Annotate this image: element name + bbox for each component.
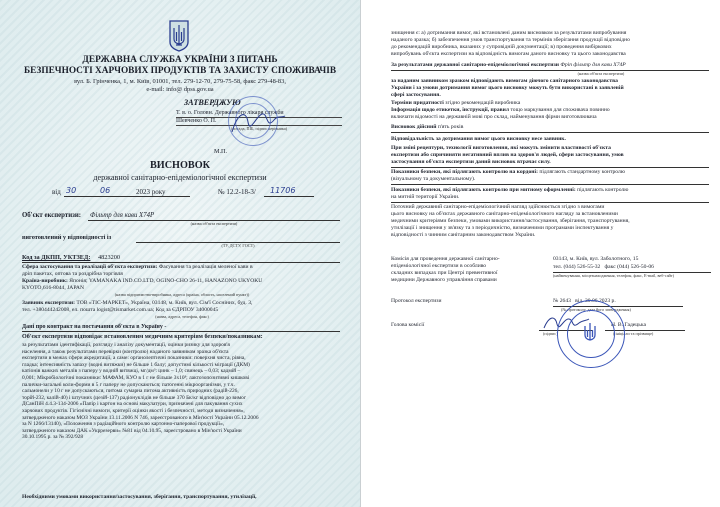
border-control-value: підлягають стандартному контролю: [539, 169, 625, 175]
valid-label: Висновок дійсний: [391, 124, 437, 130]
date-prefix: від: [52, 188, 61, 196]
supervision-line: медичними критеріями безпеки, умовами використання/застосування, зберігання, транспортування,: [391, 218, 630, 224]
results-value: Фріп фільтр для кави Х74Р: [560, 62, 626, 68]
org-caption: (найменування, місцезнаходження, телефон, факс, E-mail, веб-сайт): [553, 273, 675, 278]
change-line: При зміні рецептури, технології виготовлення, які можуть змінити властивості об'єкта: [391, 145, 611, 151]
object-caption: (назва об'єкта експертизи): [190, 221, 238, 226]
committee-line: складних випадках при Центрі превентивної: [391, 270, 498, 276]
supervision-line: Поточний державний санітарно-епідеміологічний нагляд здійснюється згідно з вимогами: [391, 204, 605, 210]
org-contacts: [553, 264, 713, 271]
labeling-value-2: включати відомості на державній мові про склад, найменування фірми виготовлювача: [391, 114, 597, 120]
results-caption: (назва об'єкта експертизи): [577, 71, 625, 76]
conditions-line: випробувань об'єкта експертизи на відповідність вимогам даного висновку та цього законодавства: [391, 51, 626, 57]
border-control-row: [391, 169, 711, 176]
indicators-label: Об'єкт експертизи відповідає встановленим медичним критеріям безпеки/показникам:: [22, 334, 263, 340]
approved-line: за наданим заявником зразком відповідають вимогам діючого санітарного законодавства: [391, 78, 618, 84]
head-label: Голова комісії: [391, 322, 425, 328]
applicant-caption: (назва, адреса, телефон, факс): [155, 314, 209, 319]
date-month: 06: [100, 186, 111, 195]
change-conditions: [391, 145, 711, 166]
country-value: Японія; YAMANAKA IND.CO.LTD, OGINO-CHO 26-11, HANAZONO UKYOKU: [69, 278, 263, 284]
approve-caption: (посада, ПІБ, підпис керівника): [230, 126, 288, 131]
agency-name-line1: ДЕРЖАВНА СЛУЖБА УКРАЇНИ З ПИТАНЬ: [82, 55, 278, 65]
border-control-label: Показники безпеки, які підлягають контролю на кордоні:: [391, 169, 538, 175]
change-line: експертизи або спричиняти негативний вплив на здоров'я людей, сфери застосування, умов: [391, 152, 624, 158]
signature-caption: (підпис): [543, 331, 558, 336]
indicators-line: 30.10.1995 р. за № 392/928: [22, 434, 84, 441]
org-phone: тел. (044) 526-55-32: [553, 264, 601, 270]
labeling-label: Інформація щодо етикетки, інструкції, правил: [391, 107, 510, 113]
made-label: виготовлений у відповідності із: [22, 234, 112, 241]
name-caption: ( ініціали та прізвище): [613, 331, 654, 336]
valid-row: [391, 124, 711, 131]
indicators-text: [22, 342, 348, 441]
applicant-value-2: тел. +380444242008, ел. пошта logist@tismarket.com.ua; Код за ЄДРПОУ 34000045: [22, 307, 219, 313]
made-caption: (ТУ, ДСТУ, ГОСТ): [221, 243, 255, 248]
indicators-line: сальмонели у 10 г не допускаються, питома сумарна питома активність природних (радій-226,: [22, 388, 239, 395]
document-title: ВИСНОВОК: [149, 160, 211, 171]
valid-value: п'ять років: [437, 124, 464, 130]
conditions-line: знищення є: а) дотримання вимог, які встановлені даним висновком за результатами випробування: [391, 30, 627, 36]
approve-label: ЗАТВЕРДЖУЮ: [184, 98, 241, 107]
head-name: Н. В. Гадецька: [611, 322, 646, 328]
org-address: 03143, м. Київ, вул. Заболотного, 15: [553, 256, 639, 262]
customs-control-label: Показники безпеки, які підлягають контролю при митному оформленні:: [391, 187, 576, 193]
approved-line: України і за умови дотримання вимог цього висновку можуть бути використані в заявленій: [391, 85, 624, 91]
customs-control-row: [391, 187, 711, 194]
committee-line: медицини Державного управління справами: [391, 277, 497, 283]
date-day: 30: [66, 186, 77, 195]
supervision-statement: [391, 204, 711, 239]
document-subtitle: державної санітарно-епідеміологічної експертизи: [93, 173, 267, 182]
compliance-statement: Відповідальність за дотримання вимог цього висновку несе заявник.: [391, 136, 566, 142]
approve-name: Шевченко О. П.: [176, 118, 342, 126]
committee-line: Комісія для проведення державної санітарно-: [391, 256, 500, 262]
indicators-line: затвердженого наказом МОЗ України 13.11.2006 N 746, зареєстрованого в Мін'юсті України 05.12.2006: [22, 414, 259, 421]
approve-position: Т. в. о. Головн. Державного лікаря служби: [176, 110, 342, 118]
conditions-line: до рекомендацій виробника, вказаних у супровідній документації; в) проведення вибіркових: [391, 44, 612, 50]
code-label: Код за ДКПП, УКТЗЕД:: [22, 254, 91, 261]
trident-stamp-icon: [582, 321, 598, 345]
sphere-value-2: дріп пакетах, оптова та роздрібна торгівля: [22, 271, 123, 277]
storage-row: [391, 100, 711, 107]
committee-line: епідеміологічної експертизи в особливо: [391, 263, 487, 269]
country-caption: (назва підприємства-виробника, адреса (країна, область, населений пункт)): [114, 292, 250, 297]
protocol-date: 30.06.2023 р.: [584, 298, 616, 304]
object-label: Об'єкт експертизи:: [22, 212, 82, 219]
code-value: 4823200: [98, 254, 121, 261]
conditions-line: наданого зразка; б) забезпечення умов транспортування та термінів зберігання продукції відповідно: [391, 37, 630, 43]
country-label: Країна-виробник:: [22, 278, 68, 284]
applicant-value: ТОВ «ТІС-МАРКЕТ», Україна, 03148, м. Київ, вул. Сім'ї Сосніних, буд. 3,: [76, 300, 253, 306]
right-document-page: [361, 0, 720, 507]
committee-name: [391, 256, 541, 284]
labeling-row: [391, 107, 711, 114]
agency-address: вул. Б. Грінченка, 1, м. Київ, 01001, тел. 279-12-70, 279-75-58, факс 279-48-83,: [74, 78, 286, 85]
seal-place-label: М.П.: [214, 148, 228, 155]
agency-name-line2: БЕЗПЕЧНОСТІ ХАРЧОВИХ ПРОДУКТІВ ТА ЗАХИСТУ СПОЖИВАЧІВ: [23, 66, 337, 76]
indicators-line: 0,001; Мікробіологічні показники: МАФАМ, КУО в 1 г не більше 3х10³; лактозопозитивні кишкові: [22, 374, 250, 381]
customs-control-value: підлягають контролю: [577, 187, 629, 193]
object-value: Фільтр для кави Х74Р: [90, 212, 155, 219]
sphere-row: [22, 264, 342, 271]
indicators-line: палички-загальні коли-форми в 5 г паперу не допускаються; патогенні мікроорганізми, у т.ч.: [22, 381, 235, 388]
indicators-line: населення, а також результатами перевірки (контролю) наданого заявником зразка об'єкта: [22, 348, 229, 355]
customs-control-value-2: на митній території України.: [391, 194, 460, 200]
border-control-value-2: (візуальному та документальному).: [391, 176, 476, 182]
number-value: 11706: [270, 186, 296, 195]
org-fax: факс (044) 526-50-06: [604, 264, 654, 270]
supervision-line: утилізації і знищення у зв'язку та з періодичністю, визначеними програмами інспектування у: [391, 225, 614, 231]
date-year: 2023 року: [136, 188, 166, 196]
indicators-line: гладка; інтенсивність запаху (водні витяжки) не більше 1 балу; допустимі кількості міграції (ДКМ): [22, 361, 250, 368]
indicators-line: експертизи в межах сфери акредитації, а саме: органолептичні показники: поверхня чиста, рівна,: [22, 355, 246, 362]
contract-label: Дані про контракт на постачання об'єкта в Україну -: [22, 324, 167, 330]
indicators-line: харчових продуктів. Гігієнічні вимоги, критерії оцінки якості і безпечності, методи визначення»,: [22, 407, 245, 414]
sphere-label: Сфера застосування та реалізації об'єкта експертизи:: [22, 264, 158, 270]
indicators-line: за результатами ідентифікації, розгляду і аналізу документації, оцінки ризику для здоров'я: [22, 342, 230, 348]
indicators-line: затвердженого наказом ДАК «Укррезерви» №81 від 04.10.95, зареєстровано в Мін'юсті України: [22, 427, 242, 434]
results-row: [391, 62, 711, 69]
number-prefix: № 12.2-18-3/: [218, 188, 256, 196]
results-label: За результатами державної санітарно-епідеміологічної експертизи: [391, 62, 559, 68]
protocol-caption: (№ протоколу, дата його затвердження): [561, 307, 631, 312]
country-row: [22, 278, 344, 285]
indicators-line: торій-232, калій-40) і штучних (цезій-137) радіонуклідів не більше 370 Бк/кг відповідно до вимог: [22, 394, 247, 401]
applicant-label: Заявник експертизи:: [22, 300, 75, 306]
indicators-line: ДСанПіН 4.4.3-134-2006 «Папір і картон на основі макулатури, призначені для пакування сухих: [22, 401, 243, 408]
labeling-value: тощо маркування для споживача повинно: [510, 107, 610, 113]
sphere-value: Фасування та реалізація меленої кави в: [158, 264, 253, 270]
indicators-line: катіонів важких металів з паперу у водній витяжці, мг/дм³: цинк – 1,0; свинець – 0,03; кадмій –: [22, 368, 241, 375]
protocol-date-prefix: від: [575, 298, 583, 304]
applicant-row: [22, 300, 346, 307]
storage-label: Терміни придатності: [391, 100, 444, 106]
country-value-2: KYOTO,616-8044, JAPAN: [22, 285, 85, 291]
conditions-continuation: [391, 30, 709, 58]
agency-email: e-mail: info@ dpss.gov.ua: [146, 86, 214, 93]
trident-emblem-icon: [168, 20, 190, 52]
supervision-line: відповідності з чинним санітарним законодавством України.: [391, 232, 536, 238]
change-line: застосування об'єкта експертизи даний висновок втрачає силу.: [391, 159, 551, 165]
storage-value: згідно рекомендацій виробника: [445, 100, 521, 106]
protocol-number: № 2643: [553, 298, 571, 304]
commission-stamp: [557, 300, 625, 368]
indicators-line: за N 1266/13140), «Положення з радіаційного контролю картонно-паперової продукції»,: [22, 421, 225, 428]
approved-statement: [391, 78, 711, 99]
footer-label: Необхідними умовами використання/застосування, зберігання, транспортування, утилізації,: [22, 494, 257, 500]
protocol-label: Протокол експертизи: [391, 298, 442, 304]
approval-stamp: [228, 96, 278, 146]
supervision-line: цього висновку на об'єктах державного санітарно-епідеміологічного нагляду за встановленими: [391, 211, 618, 217]
approved-line: сфері застосування.: [391, 92, 441, 98]
